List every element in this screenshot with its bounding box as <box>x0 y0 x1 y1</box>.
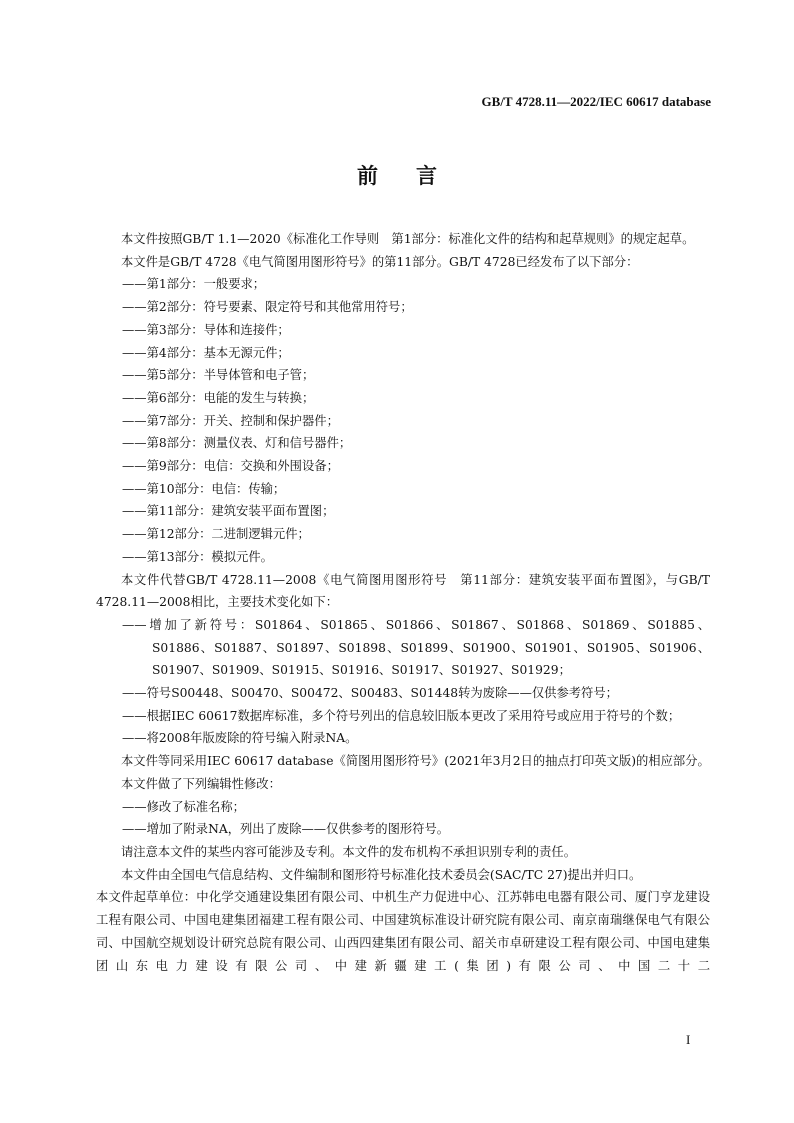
standard-code-header: GB/T 4728.11—2022/IEC 60617 database <box>481 94 711 109</box>
paragraph: 本文件做了下列编辑性修改： <box>121 776 281 791</box>
list-item: ——第1部分：一般要求； <box>122 277 266 292</box>
list-item: ——第10部分：电信：传输； <box>122 481 286 496</box>
list-item: ——增加了附录NA，列出了废除——仅供参考的图形符号。 <box>122 822 450 837</box>
paragraph: 本文件按照GB/T 1.1—2020《标准化工作导则 第1部分：标准化文件的结构和起草规则》的规定起草。 <box>121 232 695 246</box>
paragraph: 本文件等同采用IEC 60617 database《简图用图形符号》(2021年3月2日的抽点打印英文版)的相应部分。 <box>121 754 710 769</box>
page-title: 前言 <box>357 164 475 188</box>
list-item: ——根据IEC 60617数据库标准，多个符号列出的信息较旧版本更改了采用符号或应用于符号的个数； <box>122 708 681 723</box>
list-item: ——第9部分：电信：交换和外围设备； <box>122 459 339 474</box>
paragraph: 本文件由全国电气信息结构、文件编制和图形符号标准化技术委员会(SAC/TC 27)提出并归口。 <box>121 867 642 882</box>
list-item: ——将2008年版废除的符号编入附录NA。 <box>122 731 358 746</box>
list-item: ——第8部分：测量仪表、灯和信号器件； <box>122 436 352 451</box>
paragraph: 本文件代替GB/T 4728.11—2008《电气简图用图形符号 第11部分：建筑安装平面布置图》，与GB/T 4728.11—2008相比，主要技术变化如下： <box>96 572 710 610</box>
list-item: ——第12部分：二进制逻辑元件； <box>122 527 310 542</box>
paragraph: 本文件起草单位：中化学交通建设集团有限公司、中机生产力促进中心、江苏韩电电器有限公司、厦门亨龙建设工程有限公司、中国电建集团福建工程有限公司、中国建筑标准设计研究院有限公司、南京南瑞继保电气有限公司、中国航空规划设计研究总院有限公司、山西四建集团有限公司、韶关市卓研建设工程有限公司、中国电建集团山东电力建设有限公司、中建新疆建工(集团)有限公司、中国二十二 <box>96 890 710 973</box>
list-item: ——第5部分：半导体管和电子管； <box>122 368 315 383</box>
list-item: ——第2部分：符号要素、限定符号和其他常用符号； <box>122 300 413 315</box>
list-item: ——第11部分：建筑安装平面布置图； <box>122 504 335 519</box>
list-item: ——第3部分：导体和连接件； <box>122 322 290 337</box>
paragraph: 本文件是GB/T 4728《电气简图用图形符号》的第11部分。GB/T 4728已经发布了以下部分： <box>121 254 639 269</box>
paragraph: 请注意本文件的某些内容可能涉及专利。本文件的发布机构不承担识别专利的责任。 <box>121 844 576 859</box>
list-item: ——第6部分：电能的发生与转换； <box>122 390 315 405</box>
list-item: ——增加了新符号：S01864、S01865、S01866、S01867、S01868、S01869、S01885、S01886、S01887、S01897、S01898、S01899、S01900、S01901、S01905、S01906、S01907、S01909、S01915、S01916、S01917、S01927、S01929； <box>122 617 710 678</box>
list-item: ——第13部分：模拟元件。 <box>122 549 273 564</box>
page-number: I <box>686 1032 691 1047</box>
list-item: ——第7部分：开关、控制和保护器件； <box>122 413 339 428</box>
document-body <box>96 228 710 977</box>
list-item: ——符号S00448、S00470、S00472、S00483、S01448转为废除——仅供参考符号； <box>122 686 618 701</box>
list-item: ——第4部分：基本无源元件； <box>122 345 290 360</box>
list-item: ——修改了标准名称； <box>122 799 245 814</box>
